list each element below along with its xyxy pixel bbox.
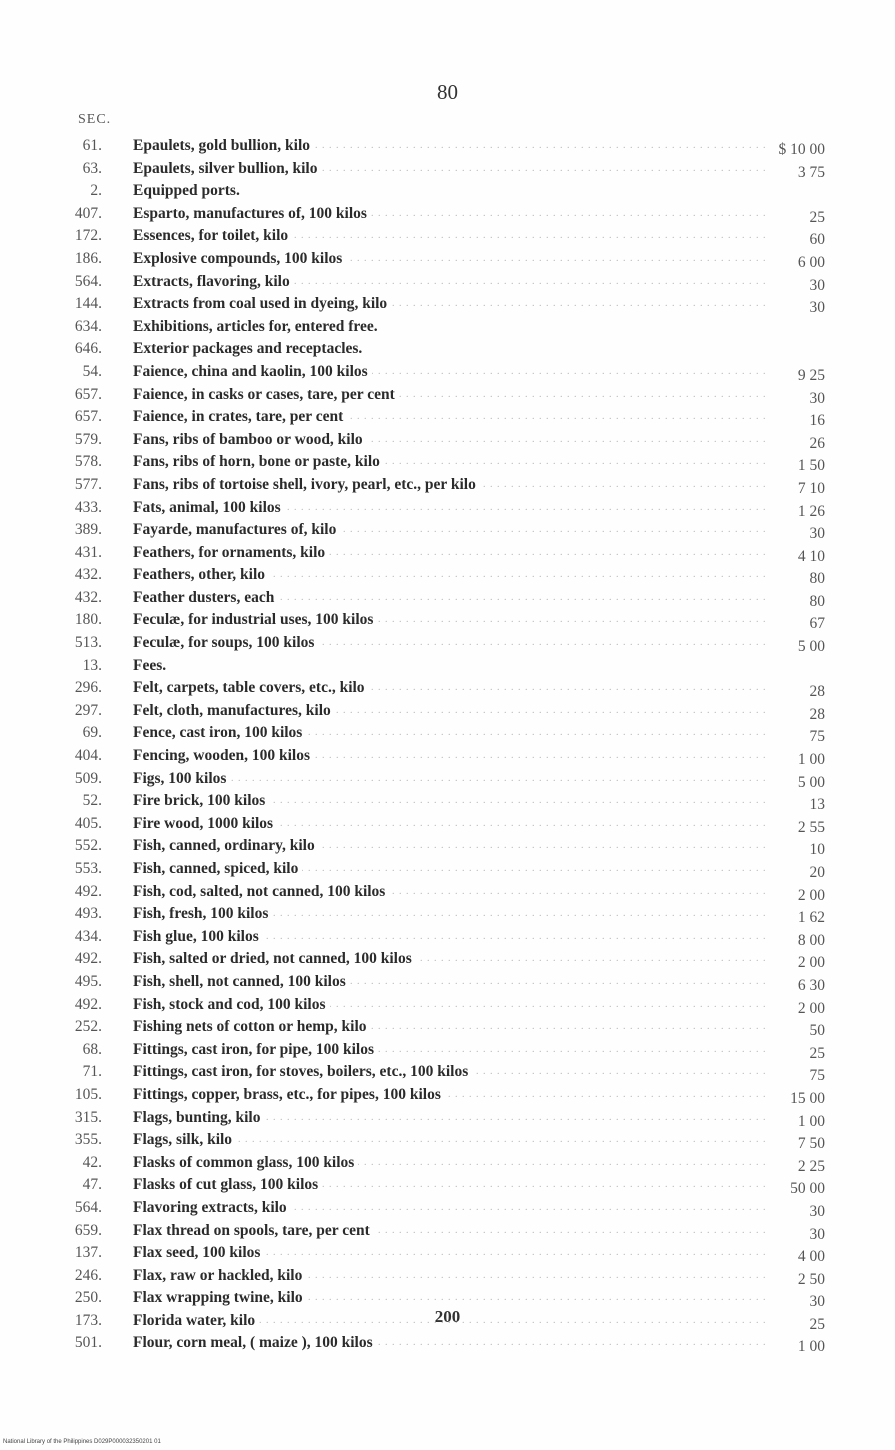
- item-description: [133, 903, 769, 926]
- item-description-text: Fish glue, 100 kilos: [133, 928, 263, 945]
- item-description-text: Fittings, cast iron, for stoves, boilers, etc., 100 kilos: [133, 1063, 472, 1080]
- section-number: 47.: [82, 1176, 102, 1194]
- item-description: [133, 338, 769, 361]
- duty-rate: 80: [809, 570, 825, 588]
- item-description-text: Exterior packages and receptacles.: [133, 340, 366, 357]
- item-description: [133, 1332, 769, 1355]
- duty-rate: 2 00: [797, 886, 825, 904]
- item-description-text: Explosive compounds, 100 kilos: [133, 250, 346, 267]
- section-number: 137.: [74, 1244, 102, 1262]
- duty-rate: 30: [809, 389, 825, 407]
- duty-rate: 60: [809, 231, 825, 249]
- tariff-entry-row: [0, 858, 895, 881]
- item-description: [133, 203, 769, 226]
- item-description-text: Faience, china and kaolin, 100 kilos: [133, 363, 372, 380]
- item-description: [133, 948, 769, 971]
- section-number: 433.: [74, 498, 102, 516]
- section-number: 69.: [82, 724, 102, 742]
- duty-rate: 2 25: [797, 1157, 825, 1175]
- duty-rate: 13: [809, 796, 825, 814]
- section-number: 172.: [74, 227, 102, 245]
- duty-rate: 8 00: [797, 931, 825, 949]
- section-number: 646.: [74, 340, 102, 358]
- tariff-entry-row: [0, 338, 895, 361]
- section-number: 513.: [74, 634, 102, 652]
- tariff-entry-row: [0, 903, 895, 926]
- tariff-entry-row: [0, 790, 895, 813]
- duty-rate: 4 00: [797, 1248, 825, 1266]
- item-description: [133, 655, 769, 678]
- item-description: [133, 1129, 769, 1152]
- item-description-text: Faience, in crates, tare, per cent: [133, 408, 347, 425]
- tariff-entry-row: [0, 745, 895, 768]
- item-description-text: Flour, corn meal, ( maize ), 100 kilos: [133, 1334, 377, 1351]
- item-description-text: Fish, salted or dried, not canned, 100 kilos: [133, 950, 416, 967]
- tariff-entry-row: [0, 971, 895, 994]
- section-number: 13.: [82, 656, 102, 674]
- item-description: [133, 971, 769, 994]
- section-number: 407.: [74, 204, 102, 222]
- item-description: [133, 835, 769, 858]
- section-number: 493.: [74, 905, 102, 923]
- tariff-entry-row: [0, 1174, 895, 1197]
- item-description: [133, 813, 769, 836]
- tariff-entry-row: [0, 1129, 895, 1152]
- item-description-text: Fittings, copper, brass, etc., for pipes, 100 kilos: [133, 1086, 445, 1103]
- tariff-entry-row: [0, 677, 895, 700]
- item-description-text: Feathers, for ornaments, kilo: [133, 544, 329, 561]
- tariff-entry-row: [0, 1265, 895, 1288]
- item-description-text: Flax, raw or hackled, kilo: [133, 1267, 306, 1284]
- duty-rate: 4 10: [797, 547, 825, 565]
- section-number: 579.: [74, 430, 102, 448]
- duty-rate: 16: [809, 412, 825, 430]
- tariff-entry-row: [0, 587, 895, 610]
- duty-rate: 6 30: [797, 976, 825, 994]
- duty-rate: 6 00: [797, 253, 825, 271]
- duty-rate: 2 55: [797, 818, 825, 836]
- item-description: [133, 293, 769, 316]
- tariff-entry-row: [0, 316, 895, 339]
- duty-rate: 25: [809, 1315, 825, 1333]
- tariff-entry-row: [0, 564, 895, 587]
- duty-rate: 67: [809, 615, 825, 633]
- item-description: [133, 519, 769, 542]
- page-number-top: 80: [437, 80, 458, 104]
- item-description-text: Felt, cloth, manufactures, kilo: [133, 702, 335, 719]
- item-description: [133, 384, 769, 407]
- item-description: [133, 542, 769, 565]
- item-description: [133, 225, 769, 248]
- item-description: [133, 768, 769, 791]
- section-number: 634.: [74, 317, 102, 335]
- item-description-text: Fish, canned, spiced, kilo: [133, 860, 302, 877]
- item-description: [133, 722, 769, 745]
- item-description: [133, 1152, 769, 1175]
- section-number: 405.: [74, 814, 102, 832]
- section-number: 501.: [74, 1334, 102, 1352]
- section-number: 105.: [74, 1085, 102, 1103]
- item-description: [133, 316, 769, 339]
- duty-rate: 2 00: [797, 999, 825, 1017]
- item-description-text: Fishing nets of cotton or hemp, kilo: [133, 1018, 371, 1035]
- item-description: [133, 429, 769, 452]
- tariff-entry-row: [0, 655, 895, 678]
- item-description: [133, 1061, 769, 1084]
- tariff-entry-row: [0, 1152, 895, 1175]
- item-description-text: Fish, canned, ordinary, kilo: [133, 837, 319, 854]
- tariff-entry-row: [0, 203, 895, 226]
- duty-rate: 50: [809, 1022, 825, 1040]
- duty-rate: 5 00: [797, 773, 825, 791]
- duty-rate: 25: [809, 1044, 825, 1062]
- duty-rate: 3 75: [797, 163, 825, 181]
- tariff-entry-row: [0, 384, 895, 407]
- item-description: [133, 700, 769, 723]
- tariff-entry-list: [0, 135, 895, 1355]
- item-description-text: Fish, fresh, 100 kilos: [133, 905, 272, 922]
- item-description: [133, 994, 769, 1017]
- item-description: [133, 632, 769, 655]
- tariff-entry-row: [0, 768, 895, 791]
- section-number: 355.: [74, 1131, 102, 1149]
- section-number: 54.: [82, 362, 102, 380]
- duty-rate: 10: [809, 841, 825, 859]
- section-number: 404.: [74, 747, 102, 765]
- item-description: [133, 271, 769, 294]
- section-number: 297.: [74, 701, 102, 719]
- item-description-text: Flasks of common glass, 100 kilos: [133, 1154, 358, 1171]
- section-number: 52.: [82, 792, 102, 810]
- duty-rate: 7 50: [797, 1135, 825, 1153]
- item-description-text: Extracts, flavoring, kilo: [133, 273, 294, 290]
- duty-rate: 26: [809, 434, 825, 452]
- duty-rate: 5 00: [797, 638, 825, 656]
- item-description: [133, 451, 769, 474]
- duty-rate: 1 00: [797, 1112, 825, 1130]
- item-description-text: Feather dusters, each: [133, 589, 278, 606]
- section-number: 42.: [82, 1153, 102, 1171]
- duty-rate: 30: [809, 276, 825, 294]
- tariff-entry-row: [0, 632, 895, 655]
- tariff-entry-row: [0, 474, 895, 497]
- item-description-text: Flavoring extracts, kilo: [133, 1199, 291, 1216]
- item-description: [133, 406, 769, 429]
- item-description-text: Fats, animal, 100 kilos: [133, 499, 285, 516]
- item-description-text: Exhibitions, articles for, entered free.: [133, 318, 382, 335]
- tariff-entry-row: [0, 293, 895, 316]
- duty-rate: 30: [809, 1225, 825, 1243]
- tariff-entry-row: [0, 926, 895, 949]
- section-number: 71.: [82, 1063, 102, 1081]
- duty-rate: 28: [809, 683, 825, 701]
- item-description-text: Fish, stock and cod, 100 kilos: [133, 996, 330, 1013]
- section-number: 63.: [82, 159, 102, 177]
- item-description: [133, 158, 769, 181]
- tariff-entry-row: [0, 497, 895, 520]
- section-number: 389.: [74, 521, 102, 539]
- duty-rate: 15 00: [790, 1089, 825, 1107]
- section-column-header: SEC.: [78, 112, 112, 127]
- item-description: [133, 677, 769, 700]
- item-description-text: Esparto, manufactures of, 100 kilos: [133, 205, 371, 222]
- section-number: 553.: [74, 860, 102, 877]
- section-number: 144.: [74, 295, 102, 313]
- item-description: [133, 1242, 769, 1265]
- tariff-entry-row: [0, 271, 895, 294]
- tariff-entry-row: [0, 1107, 895, 1130]
- section-number: 61.: [82, 137, 102, 154]
- item-description: [133, 858, 769, 881]
- tariff-entry-row: [0, 722, 895, 745]
- item-description-text: Feculæ, for soups, 100 kilos: [133, 634, 318, 651]
- tariff-entry-row: [0, 948, 895, 971]
- tariff-entry-row: [0, 994, 895, 1017]
- item-description-text: Feathers, other, kilo: [133, 566, 269, 583]
- tariff-entry-row: [0, 1084, 895, 1107]
- section-number: 315.: [74, 1108, 102, 1126]
- item-description-text: Fans, ribs of horn, bone or paste, kilo: [133, 453, 384, 470]
- section-number: 492.: [74, 995, 102, 1013]
- tariff-entry-row: [0, 542, 895, 565]
- item-description-text: Essences, for toilet, kilo: [133, 227, 292, 244]
- item-description: [133, 1220, 769, 1243]
- section-number: 657.: [74, 408, 102, 426]
- section-number: 252.: [74, 1018, 102, 1036]
- duty-rate: 28: [809, 705, 825, 723]
- section-number: 578.: [74, 453, 102, 471]
- item-description: [133, 1084, 769, 1107]
- item-description: [133, 1039, 769, 1062]
- section-number: 492.: [74, 882, 102, 900]
- tariff-entry-row: [0, 225, 895, 248]
- tariff-entry-row: [0, 429, 895, 452]
- item-description-text: Fish, shell, not canned, 100 kilos: [133, 973, 350, 990]
- item-description-text: Fencing, wooden, 100 kilos: [133, 747, 314, 764]
- tariff-entry-row: [0, 158, 895, 181]
- section-number: 186.: [74, 249, 102, 267]
- item-description: [133, 609, 769, 632]
- section-number: 657.: [74, 385, 102, 403]
- item-description-text: Fans, ribs of tortoise shell, ivory, pearl, etc., per kilo: [133, 476, 480, 493]
- item-description-text: Fees.: [133, 657, 170, 674]
- tariff-entry-row: [0, 835, 895, 858]
- item-description-text: Fish, cod, salted, not canned, 100 kilos: [133, 883, 389, 900]
- duty-rate: 80: [809, 592, 825, 610]
- library-credit: National Library of the Philippines D029P000032350201 01: [3, 1439, 161, 1445]
- item-description-text: Florida water, kilo: [133, 1312, 259, 1329]
- duty-rate: 20: [809, 864, 825, 881]
- tariff-entry-row: [0, 180, 895, 203]
- item-description-text: Fence, cast iron, 100 kilos: [133, 724, 306, 741]
- duty-rate: 1 00: [797, 751, 825, 769]
- item-description-text: Fire wood, 1000 kilos: [133, 815, 277, 832]
- section-number: 552.: [74, 837, 102, 855]
- tariff-entry-row: [0, 700, 895, 723]
- section-number: 2.: [90, 182, 102, 200]
- item-description: [133, 587, 769, 610]
- tariff-entry-row: [0, 406, 895, 429]
- item-description-text: Flags, silk, kilo: [133, 1131, 236, 1148]
- duty-rate: 1 50: [797, 457, 825, 475]
- section-number: 432.: [74, 566, 102, 584]
- item-description: [133, 248, 769, 271]
- item-description: [133, 180, 769, 203]
- item-description: [133, 790, 769, 813]
- item-description-text: Flasks of cut glass, 100 kilos: [133, 1176, 322, 1193]
- item-description-text: Fittings, cast iron, for pipe, 100 kilos: [133, 1041, 378, 1058]
- item-description-text: Fayarde, manufactures of, kilo: [133, 521, 340, 538]
- tariff-entry-row: [0, 135, 895, 158]
- duty-rate: 30: [809, 299, 825, 317]
- duty-rate: 9 25: [797, 366, 825, 384]
- section-number: 564.: [74, 1198, 102, 1216]
- item-description: [133, 497, 769, 520]
- tariff-entry-row: [0, 1242, 895, 1265]
- tariff-entry-row: [0, 1016, 895, 1039]
- item-description: [133, 881, 769, 904]
- section-number: 173.: [74, 1311, 102, 1329]
- item-description-text: Feculæ, for industrial uses, 100 kilos: [133, 611, 377, 628]
- item-description: [133, 564, 769, 587]
- duty-rate: 2 00: [797, 954, 825, 972]
- tariff-entry-row: [0, 1220, 895, 1243]
- duty-rate: 75: [809, 728, 825, 746]
- duty-rate: 1 62: [797, 909, 825, 927]
- item-description: [133, 1174, 769, 1197]
- item-description-text: Fans, ribs of bamboo or wood, kilo: [133, 431, 367, 448]
- section-number: 577.: [74, 475, 102, 493]
- item-description: [133, 745, 769, 768]
- section-number: 296.: [74, 679, 102, 697]
- section-number: 180.: [74, 611, 102, 629]
- duty-rate: 25: [809, 208, 825, 226]
- item-description-text: Flax wrapping twine, kilo: [133, 1289, 307, 1306]
- item-description: [133, 1197, 769, 1220]
- item-description: [133, 1107, 769, 1130]
- page-number-footer: 200: [434, 1307, 461, 1326]
- duty-rate: 30: [809, 1202, 825, 1220]
- section-number: 434.: [74, 927, 102, 945]
- section-number: 509.: [74, 769, 102, 787]
- item-description-text: Flax thread on spools, tare, per cent: [133, 1222, 374, 1239]
- item-description-text: Fire brick, 100 kilos: [133, 792, 269, 809]
- item-description: [133, 1016, 769, 1039]
- section-number: 495.: [74, 972, 102, 990]
- tariff-entry-row: [0, 1061, 895, 1084]
- duty-rate: $ 10 00: [778, 141, 825, 158]
- duty-rate: 2 50: [797, 1270, 825, 1288]
- duty-rate: 1 00: [797, 1338, 825, 1356]
- section-number: 250.: [74, 1289, 102, 1307]
- tariff-entry-row: [0, 519, 895, 542]
- duty-rate: 30: [809, 525, 825, 543]
- section-number: 431.: [74, 543, 102, 561]
- duty-rate: 7 10: [797, 479, 825, 497]
- tariff-entry-row: [0, 881, 895, 904]
- tariff-entry-row: [0, 451, 895, 474]
- item-description-text: Epaulets, gold bullion, kilo: [133, 137, 314, 154]
- item-description-text: Flags, bunting, kilo: [133, 1109, 265, 1126]
- section-number: 492.: [74, 950, 102, 968]
- item-description-text: Epaulets, silver bullion, kilo: [133, 160, 321, 177]
- item-description: [133, 474, 769, 497]
- section-number: 246.: [74, 1266, 102, 1284]
- section-number: 564.: [74, 272, 102, 290]
- item-description-text: Extracts from coal used in dyeing, kilo: [133, 295, 391, 312]
- duty-rate: 75: [809, 1067, 825, 1085]
- section-number: 659.: [74, 1221, 102, 1239]
- duty-rate: 1 26: [797, 502, 825, 520]
- section-number: 432.: [74, 588, 102, 606]
- item-description: [133, 361, 769, 384]
- item-description: [133, 1265, 769, 1288]
- section-number: 68.: [82, 1040, 102, 1058]
- item-description: [133, 135, 769, 158]
- item-description: [133, 926, 769, 949]
- tariff-entry-row: [0, 1332, 895, 1355]
- tariff-entry-row: [0, 361, 895, 384]
- item-description-text: Felt, carpets, table covers, etc., kilo: [133, 679, 369, 696]
- item-description-text: Faience, in casks or cases, tare, per cent: [133, 386, 399, 403]
- tariff-entry-row: [0, 248, 895, 271]
- tariff-entry-row: [0, 609, 895, 632]
- item-description-text: Equipped ports.: [133, 182, 244, 199]
- item-description-text: Flax seed, 100 kilos: [133, 1244, 264, 1261]
- tariff-entry-row: [0, 1039, 895, 1062]
- item-description-text: Figs, 100 kilos: [133, 770, 230, 787]
- tariff-entry-row: [0, 813, 895, 836]
- tariff-entry-row: [0, 1197, 895, 1220]
- duty-rate: 50 00: [790, 1180, 825, 1198]
- duty-rate: 30: [809, 1293, 825, 1311]
